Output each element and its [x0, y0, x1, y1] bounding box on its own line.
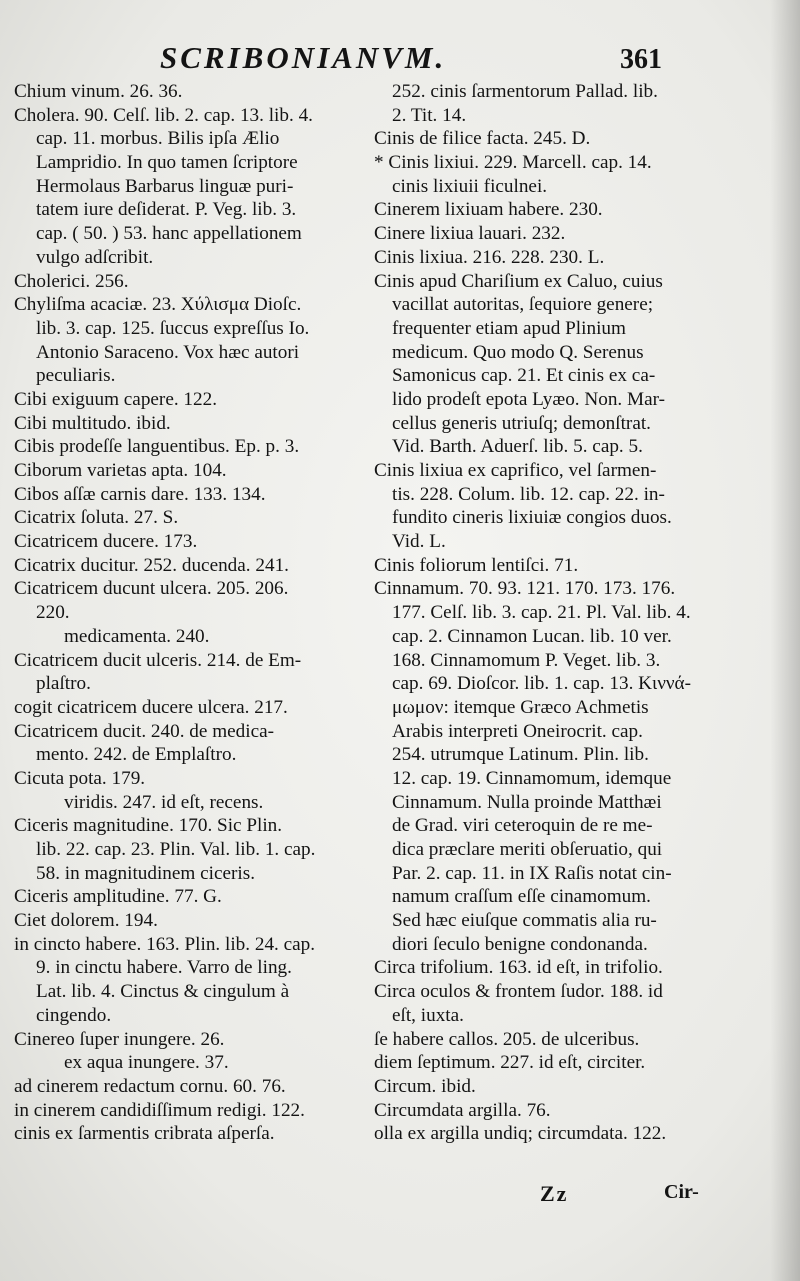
index-line: cinis ex ſarmentis cribrata aſperſa.: [14, 1123, 275, 1145]
index-line: Cicatricem ducit ulceris. 214. de Em-: [14, 649, 302, 671]
index-line: Cinnamum. Nulla proinde Matthæi: [392, 791, 662, 813]
index-line: 220.: [36, 602, 70, 624]
index-line: Hermolaus Barbarus linguæ puri-: [36, 175, 294, 197]
index-line: Lampridio. In quo tamen ſcriptore: [36, 152, 298, 174]
index-line: Cicatrix ſoluta. 27. S.: [14, 507, 179, 529]
index-line: Sed hæc eiuſque commatis alia ru-: [392, 910, 657, 932]
index-line: Lat. lib. 4. Cinctus & cingulum à: [36, 981, 290, 1003]
index-line: 168. Cinnamomum P. Veget. lib. 3.: [392, 649, 661, 671]
index-line: Chyliſma acaciæ. 23. Χύλισμα Dioſc.: [14, 294, 302, 316]
index-line: Circa trifolium. 163. id eſt, in trifolio.: [374, 957, 663, 979]
index-line: Cinis apud Chariſium ex Caluo, cuius: [374, 270, 663, 292]
index-line: Cinis de filice facta. 245. D.: [374, 128, 591, 150]
index-line: 254. utrumque Latinum. Plin. lib.: [392, 744, 649, 766]
index-line: * Cinis lixiui. 229. Marcell. cap. 14.: [374, 152, 652, 174]
index-line: olla ex argilla undiq; circumdata. 122.: [374, 1123, 667, 1145]
index-line: Cinis lixiua. 216. 228. 230. L.: [374, 246, 605, 268]
index-line: peculiaris.: [36, 365, 116, 387]
index-line: mento. 242. de Emplaſtro.: [36, 744, 237, 766]
index-line: Ciborum varietas apta. 104.: [14, 460, 227, 481]
index-line: μωμον: itemque Græco Achmetis: [392, 696, 649, 718]
index-line: eſt, iuxta.: [392, 1004, 464, 1026]
index-column-left: [14, 80, 374, 1146]
index-line: in cincto habere. 163. Plin. lib. 24. cap.: [14, 933, 316, 955]
index-line: cap. 11. morbus. Bilis ipſa Ælio: [36, 128, 280, 150]
index-line: Cicatrix ducitur. 252. ducenda. 241.: [14, 554, 289, 576]
index-line: Cholerici. 256.: [14, 270, 129, 292]
index-line: Ciet dolorem. 194.: [14, 910, 158, 932]
catchword: Cir-: [664, 1181, 699, 1203]
index-line: Circumdata argilla. 76.: [374, 1099, 551, 1121]
index-line: cellus generis utriuſq; demonſtrat.: [392, 412, 651, 434]
index-line: namum craſſum eſſe cinamomum.: [392, 886, 651, 908]
index-line: cap. 69. Dioſcor. lib. 1. cap. 13. Κιννά-: [392, 673, 691, 695]
index-line: vacillat autoritas, ſequiore genere;: [392, 294, 654, 316]
index-line: cogit cicatricem ducere ulcera. 217.: [14, 696, 288, 718]
index-line: cinis lixiuii ficulnei.: [392, 175, 548, 197]
signature-mark: Zz: [540, 1181, 569, 1206]
index-line: Cicatricem ducunt ulcera. 205. 206.: [14, 578, 289, 600]
index-line: 177. Celſ. lib. 3. cap. 21. Pl. Val. lib. 4.: [392, 602, 691, 624]
index-line: tatem iure deſiderat. P. Veg. lib. 3.: [36, 199, 297, 221]
index-line: Cinis foliorum lentiſci. 71.: [374, 554, 579, 576]
index-line: cingendo.: [36, 1004, 112, 1026]
index-line: Ciceris amplitudine. 77. G.: [14, 886, 222, 908]
running-title: SCRIBONIANVM.: [160, 40, 447, 75]
index-line: cap. 2. Cinnamon Lucan. lib. 10 ver.: [392, 625, 672, 647]
index-line: de Grad. viri ceteroquin de re me-: [392, 815, 653, 837]
index-line: ad cinerem redactum cornu. 60. 76.: [14, 1075, 286, 1097]
index-line: Antonio Saraceno. Vox hæc autori: [36, 341, 300, 363]
index-line: 58. in magnitudinem ciceris.: [36, 862, 256, 884]
index-line: Chium vinum. 26. 36.: [14, 81, 183, 102]
index-line: lib. 22. cap. 23. Plin. Val. lib. 1. cap.: [36, 839, 316, 860]
index-line: Cibis prodeſſe languentibus. Ep. p. 3.: [14, 436, 300, 458]
index-line: tis. 228. Colum. lib. 12. cap. 22. in-: [392, 483, 665, 505]
index-line: Cibi multitudo. ibid.: [14, 412, 171, 434]
index-column-right: [374, 80, 744, 1146]
page-number: 361: [620, 44, 662, 75]
index-line: frequenter etiam apud Plinium: [392, 317, 626, 339]
index-line: Cicuta pota. 179.: [14, 767, 146, 789]
index-line: fundito cineris lixiuiæ congios duos.: [392, 507, 672, 529]
index-line: 12. cap. 19. Cinnamomum, idemque: [392, 767, 672, 789]
index-line: Cholera. 90. Celſ. lib. 2. cap. 13. lib. 4.: [14, 104, 313, 126]
index-line: Cibos aſſæ carnis dare. 133. 134.: [14, 483, 266, 505]
index-line: vulgo adſcribit.: [36, 246, 154, 268]
index-line: Cinnamum. 70. 93. 121. 170. 173. 176.: [374, 578, 676, 600]
index-line: cap. ( 50. ) 53. hanc appellationem: [36, 223, 302, 245]
index-line: lib. 3. cap. 125. ſuccus expreſſus Io.: [36, 317, 310, 339]
index-line: diem ſeptimum. 227. id eſt, circiter.: [374, 1052, 646, 1074]
page-edge-shadow: [770, 0, 800, 1281]
index-line: viridis. 247. id eſt, recens.: [64, 791, 264, 813]
index-line: medicum. Quo modo Q. Serenus: [392, 341, 644, 363]
index-line: Vid. Barth. Aduerſ. lib. 5. cap. 5.: [392, 436, 643, 458]
index-line: lido prodeſt epota Lyæo. Non. Mar-: [392, 388, 665, 410]
index-line: ex aqua inungere. 37.: [64, 1052, 229, 1074]
index-line: Cicatricem ducit. 240. de medica-: [14, 720, 274, 742]
index-line: Par. 2. cap. 11. in IX Raſis notat cin-: [392, 862, 672, 884]
index-line: ſe habere callos. 205. de ulceribus.: [374, 1028, 640, 1050]
index-line: Cinerem lixiuam habere. 230.: [374, 199, 603, 221]
index-line: diori ſeculo benigne condonanda.: [392, 933, 648, 955]
index-line: dica præclare meriti obſeruatio, qui: [392, 839, 663, 860]
index-line: 252. cinis ſarmentorum Pallad. lib.: [392, 81, 658, 102]
index-line: Circum. ibid.: [374, 1075, 476, 1097]
index-line: 2. Tit. 14.: [392, 104, 467, 126]
index-line: Ciceris magnitudine. 170. Sic Plin.: [14, 815, 283, 837]
index-line: Circa oculos & frontem ſudor. 188. id: [374, 981, 663, 1003]
index-line: Cibi exiguum capere. 122.: [14, 388, 218, 410]
index-line: in cinerem candidiſſimum redigi. 122.: [14, 1099, 305, 1121]
index-line: plaſtro.: [36, 673, 91, 695]
index-line: Cinis lixiua ex caprifico, vel ſarmen-: [374, 460, 657, 481]
index-line: Arabis interpreti Oneirocrit. cap.: [392, 720, 643, 742]
index-line: Cinereo ſuper inungere. 26.: [14, 1028, 225, 1050]
index-line: Cinere lixiua lauari. 232.: [374, 223, 566, 245]
index-line: Vid. L.: [392, 531, 446, 553]
index-line: Samonicus cap. 21. Et cinis ex ca-: [392, 365, 656, 387]
index-line: medicamenta. 240.: [64, 625, 210, 647]
index-line: 9. in cinctu habere. Varro de ling.: [36, 957, 292, 979]
index-line: Cicatricem ducere. 173.: [14, 531, 198, 553]
